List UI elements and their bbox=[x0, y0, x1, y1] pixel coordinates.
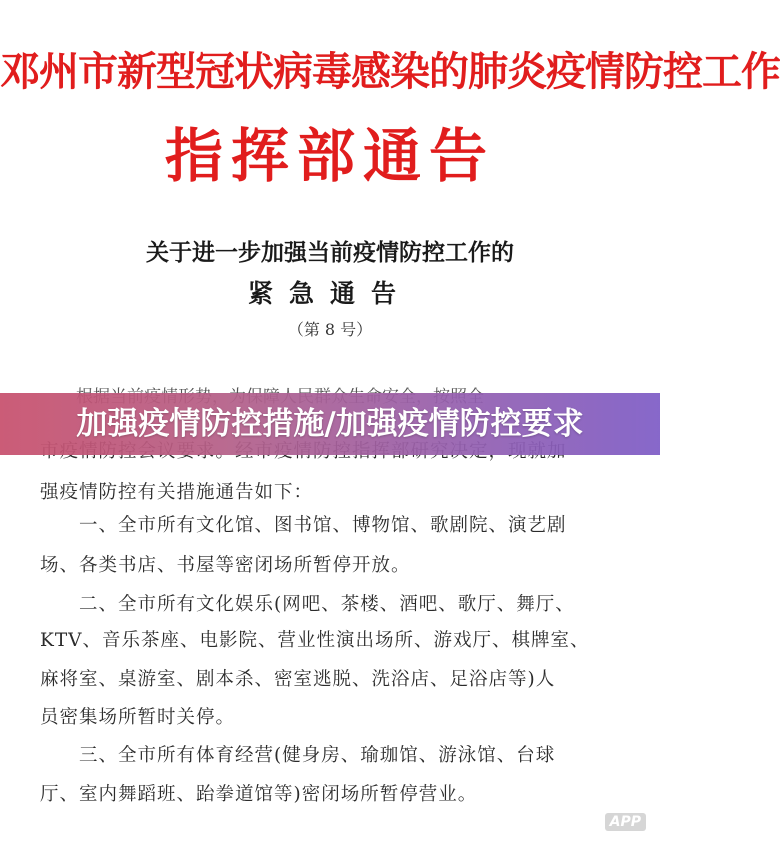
body-paragraph-line: 麻将室、桌游室、剧本杀、密室逃脱、洗浴店、足浴店等)人 bbox=[40, 669, 556, 690]
title-banner bbox=[0, 393, 660, 455]
body-paragraph-line: 场、各类书店、书屋等密闭场所暂停开放。 bbox=[40, 555, 411, 576]
document-title-line1: 关于进一步加强当前疫情防控工作的 bbox=[146, 239, 514, 266]
body-paragraph-line: 三、全市所有体育经营(健身房、瑜珈馆、游泳馆、台球 bbox=[40, 745, 556, 766]
org-title-line2: 指挥部通告 bbox=[164, 122, 495, 190]
org-title-line1: 邓州市新型冠状病毒感染的肺炎疫情防控工作 bbox=[0, 48, 780, 95]
banner-title: 加强疫情防控措施/加强疫情防控要求 bbox=[76, 406, 584, 442]
body-paragraph-line: KTV、音乐茶座、电影院、营业性演出场所、游戏厅、棋牌室、 bbox=[40, 630, 590, 651]
body-paragraph-line: 厅、室内舞蹈班、跆拳道馆等)密闭场所暂停营业。 bbox=[40, 784, 478, 805]
body-paragraph-line: 二、全市所有文化娱乐(网吧、茶楼、酒吧、歌厅、舞厅、 bbox=[40, 594, 575, 615]
app-watermark: APP bbox=[605, 813, 646, 831]
body-paragraph-line: 员密集场所暂时关停。 bbox=[40, 707, 236, 728]
body-paragraph-line: 一、全市所有文化馆、图书馆、博物馆、歌剧院、演艺剧 bbox=[40, 515, 567, 536]
document-number: （第 8 号） bbox=[287, 320, 373, 339]
document-title-line2: 紧急通告 bbox=[247, 279, 412, 308]
body-paragraph-line: 强疫情防控有关措施通告如下： bbox=[40, 482, 314, 503]
